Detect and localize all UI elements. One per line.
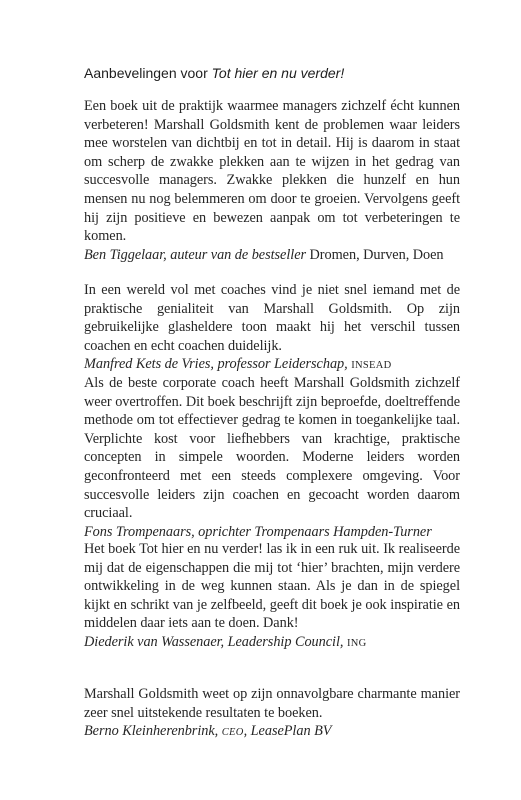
recommendation-author: Fons Trompenaars, oprichter Trompenaars Hampden-Turner xyxy=(84,523,432,540)
recommendation-5 xyxy=(84,685,460,743)
recommendation-text: In een wereld vol met coaches vind je niet snel iemand met de praktische genialiteit van Marshall Goldsmith. Op zijn gebruikelijke glasheldere toon maakt hij het verschil tussen coachen en echt coachen duidelijk. xyxy=(84,282,460,354)
recommendation-author: Ben Tiggelaar, auteur van de bestseller Dromen, Durven, Doen xyxy=(84,246,444,263)
bestseller-title: Dromen, Durven, Doen xyxy=(309,246,444,263)
recommendation-3 xyxy=(84,374,460,541)
recommendation-1 xyxy=(84,97,460,264)
heading-lead: Aanbevelingen voor xyxy=(84,65,212,81)
recommendation-author: Manfred Kets de Vries, professor Leiderschap, INSEAD xyxy=(84,356,392,373)
recommendation-text: Een boek uit de praktijk waarmee managers zichzelf écht kunnen verbeteren! Marshall Goldsmith kent de problemen waar leiders mee worstelen van dichtbij en tot in detail. Hij is daarom in staat om scherp de zwakke plekken aan te wijzen in het gedrag van succesvolle managers. Zwakke plekken die hunzelf en hun mensen nu nog belemmeren om door te groeien. Vervolgens geeft hij zijn positieve en bewezen aanpak om tot verbeteringen te komen. xyxy=(84,98,460,245)
book-title: Tot hier en nu verder! xyxy=(211,65,345,81)
recommendation-author: Berno Kleinherenbrink, CEO, LeasePlan BV xyxy=(84,723,332,740)
recommendation-2 xyxy=(84,281,460,376)
recommendation-author: Diederik van Wassenaer, Leadership Council, ING xyxy=(84,633,367,650)
page-heading xyxy=(84,64,344,82)
author-org: ING xyxy=(346,637,367,649)
recommendation-4 xyxy=(84,540,460,654)
author-org: CEO xyxy=(221,727,244,739)
author-org: INSEAD xyxy=(351,360,392,372)
recommendation-text: Marshall Goldsmith weet op zijn onnavolgbare charmante manier zeer snel uitstekende resultaten te boeken. xyxy=(84,686,460,721)
recommendation-text: Het boek Tot hier en nu verder! las ik in een ruk uit. Ik realiseerde mij dat de eigenschappen die mij tot ‘hier’ brachten, mijn verdere ontwikkeling in de weg kunnen staan. Als je dan in de spiegel kijkt en schrikt van je zelfbeeld, geeft dit boek je ook inspiratie en middelen daar iets aan te doen. Dank! xyxy=(84,541,460,632)
recommendation-text: Als de beste corporate coach heeft Marshall Goldsmith zichzelf weer overtroffen. Dit boek beschrijft zijn beproefde, doeltreffende methode om tot effectiever gedrag te komen in toegankelijke taal. Verplichte kost voor liefhebbers van krachtige, praktische concepten in simpele woorden. Moderne leiders worden geconfronteerd met een steeds complexere omgeving. Voor succesvolle leiders zijn coachen en gecoacht worden daarom cruciaal. xyxy=(84,375,460,522)
